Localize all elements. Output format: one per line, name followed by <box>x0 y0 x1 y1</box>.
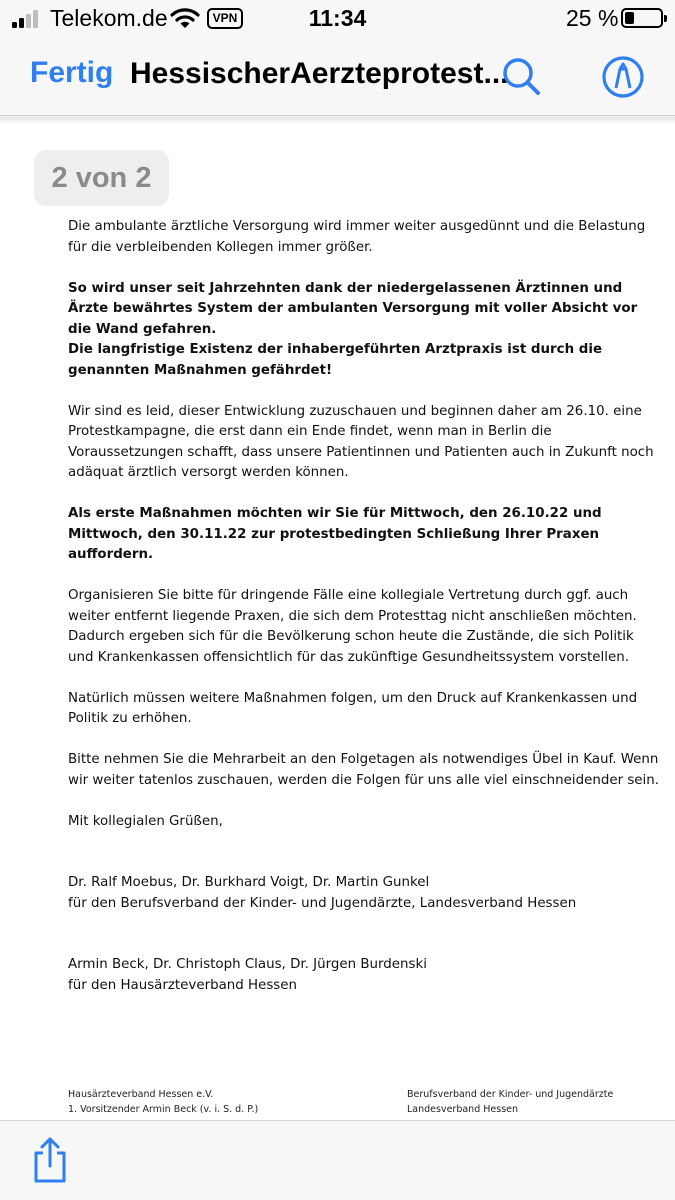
footer-line: Landesverband Hessen <box>407 1104 519 1115</box>
share-button[interactable] <box>30 1135 70 1185</box>
paragraph: Organisieren Sie bitte für dringende Fälle eine kollegiale Vertretung durch ggf. auch weiter entfernt liegende Praxen, die sich dem Protesttag nicht anschließen möchten. Dadurch ergeben sich für die Bevölkerung schon heute die Zustände, die sich Politik und Krankenkassen offensichtlich für das zukünftige Gesundheitssystem vorstellen. <box>68 588 637 665</box>
search-icon <box>500 55 544 99</box>
signatory-organization: für den Hausärzteverband Hessen <box>68 977 298 993</box>
letter-body <box>68 217 663 1017</box>
footer-line: Berufsverband der Kinder- und Jugendärzte <box>407 1089 614 1100</box>
document-title: HessischerAerzteprotest... <box>130 57 509 90</box>
footer-line: 1. Vorsitzender Armin Beck (v. i. S. d. P.) <box>68 1104 259 1115</box>
paragraph: Die ambulante ärztliche Versorgung wird immer weiter ausgedünnt und die Belastung für die verbleibenden Kollegen immer größer. <box>68 219 646 255</box>
paragraph: Wir sind es leid, dieser Entwicklung zuzuschauen und beginnen daher am 26.10. eine Protestkampagne, die erst dann ein Ende findet, wenn man in Berlin die Voraussetzungen schafft, dass unsere Patientinnen und Patienten auch in Zukunft noch adäquat ärztlich versorgt werden können. <box>68 403 654 480</box>
page-edge-shadow <box>0 117 675 125</box>
footer-line: Hausärzteverband Hessen e.V. <box>68 1089 214 1100</box>
paragraph: Bitte nehmen Sie die Mehrarbeit an den Folgetagen als notwendiges Übel in Kauf. Wenn wir weiter tatenlos zuschauen, werden die Folgen für uns alle viel einschneidender sein. <box>68 752 660 788</box>
pdf-page[interactable] <box>0 117 675 1120</box>
share-icon <box>30 1135 70 1185</box>
markup-pen-icon <box>601 55 645 99</box>
footer-left <box>68 1087 368 1117</box>
page-indicator: 2 von 2 <box>34 150 169 206</box>
paragraph-bold: Die langfristige Existenz der inhabergeführten Arztpraxis ist durch die genannten Maßnahmen gefährdet! <box>68 342 603 378</box>
status-time: 11:34 <box>308 5 367 31</box>
done-button[interactable]: Fertig <box>30 56 114 89</box>
battery-percentage: 25 % <box>566 5 619 31</box>
battery-icon <box>621 8 663 28</box>
closing-salutation: Mit kollegialen Grüßen, <box>68 813 223 829</box>
markup-button[interactable] <box>601 55 645 99</box>
vpn-badge: VPN <box>207 8 243 29</box>
navigation-bar <box>0 40 675 116</box>
signatory-names: Dr. Ralf Moebus, Dr. Burkhard Voigt, Dr. Martin Gunkel <box>68 875 430 890</box>
paragraph-bold: So wird unser seit Jahrzehnten dank der niedergelassenen Ärztinnen und Ärzte bewährtes System der ambulanten Versorgung mit voller Absicht vor die Wand gefahren. <box>68 280 638 337</box>
paragraph: Natürlich müssen weitere Maßnahmen folgen, um den Druck auf Krankenkassen und Politik zu erhöhen. <box>68 690 638 726</box>
footer-right <box>407 1087 663 1117</box>
signatory-organization: für den Berufsverband der Kinder- und Jugendärzte, Landesverband Hessen <box>68 895 577 911</box>
status-bar <box>0 0 675 40</box>
paragraph-bold: Als erste Maßnahmen möchten wir Sie für Mittwoch, den 26.10.22 und Mittwoch, den 30.11.22 zur protestbedingten Schließung Ihrer Praxen auffordern. <box>68 506 602 562</box>
signatory-names: Armin Beck, Dr. Christoph Claus, Dr. Jürgen Burdenski <box>68 957 427 972</box>
search-button[interactable] <box>500 55 544 99</box>
carrier-name: Telekom.de <box>50 5 168 31</box>
bottom-toolbar <box>0 1120 675 1200</box>
